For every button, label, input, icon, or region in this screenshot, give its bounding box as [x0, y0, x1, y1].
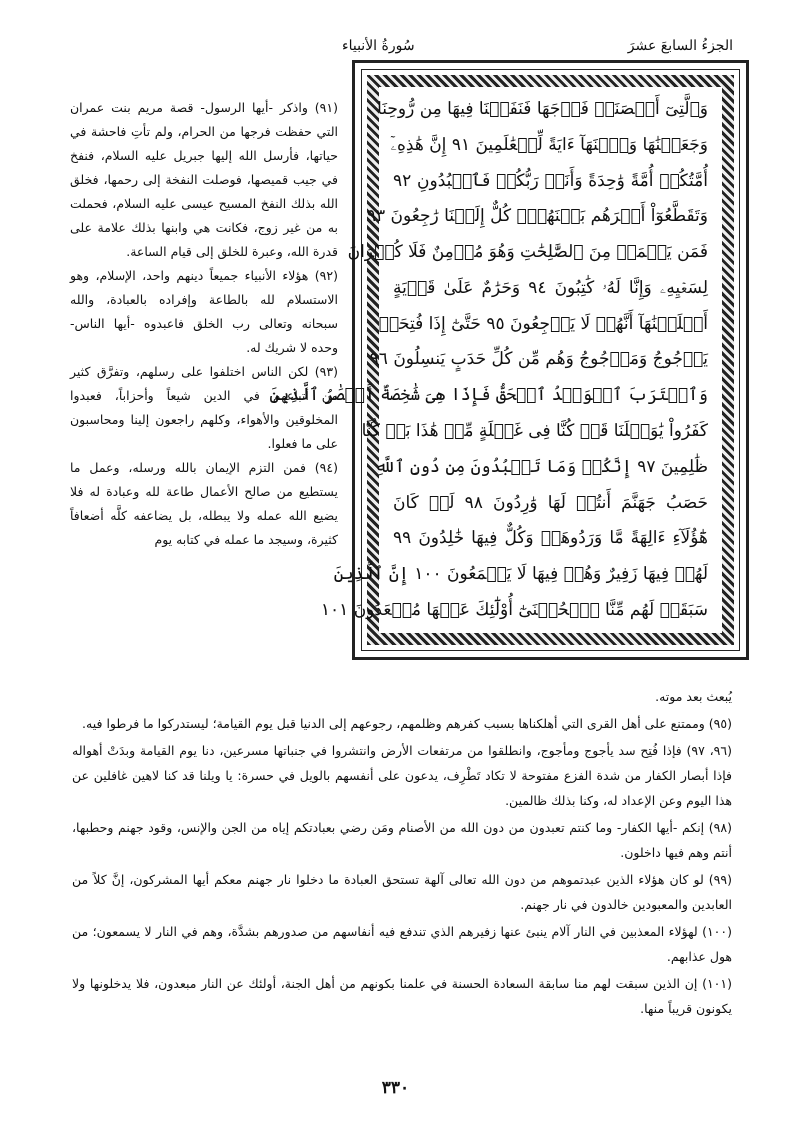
commentary-paragraph: (٩٩) لو كان هؤلاء الذين عبدتموهم من دون الله تعالى آلهة تستحق العبادة ما دخلوا نار جهنم معكم أيها المشركون، إنَّ كلاً من العابدين والمعبودين خالدون في نار جهنم. [72, 872, 732, 912]
verse-line: حَصَبُ جَهَنَّمَ أَنتُمۡ لَهَا وَٰرِدُونَ ٩٨ لَوۡ كَانَ [393, 492, 708, 513]
commentary-paragraph: (٩١) واذكر -أيها الرسول- قصة مريم بنت عمران التي حفظت فرجها من الحرام، ولم تأتِ فاحشة في حياتها، فأرسل الله إليها جبريل عليه السلام، فنفخ في جيب قميصها، فوصلت النفخة إلى رحمها، فخلق الله بذلك النفخ المسيح عيسى عليه السلام، فحملت به من غير زوج، فكانت هي وابنها بذلك علامة على قدرة الله، وعبرة للخلق إلى قيام الساعة. [70, 100, 338, 259]
verse-line: فَمَن يَعۡمَلۡ مِنَ ٱلصَّٰلِحَٰتِ وَهُوَ مُؤۡمِنٌ فَلَا كُفۡرَانَ [347, 242, 708, 263]
quran-frame [269, 60, 749, 660]
verse-line: أُمَّتُكُمۡ أُمَّةً وَٰحِدَةً وَأَنَا۠ رَبُّكُمۡ فَٱعۡبُدُونِ ٩٢ [393, 170, 708, 191]
verse-line: لِسَعۡيِهِۦ وَإِنَّا لَهُۥ كَٰتِبُونَ ٩٤ وَحَرَٰمٌ عَلَىٰ قَرۡيَةٍ [393, 277, 708, 298]
verse-line: وَتَقَطَّعُوٓاْ أَمۡرَهُم بَيۡنَهُمۡۖ كُلٌّ إِلَيۡنَا رَٰجِعُونَ ٩٣ [366, 206, 708, 227]
commentary-paragraph: (٩٨) إنكم -أيها الكفار- وما كنتم تعبدون من دون الله من الأصنام ومَن رضي بعبادتكم إياه من الجن والإنس، وقود جهنم وحطبها، أنتم وهم فيها داخلون. [72, 820, 732, 860]
verse-line: كَفَرُواْ يَٰوَيۡلَنَا قَدۡ كُنَّا فِى غَفۡلَةٍ مِّنۡ هَٰذَا بَلۡ كُنَّا [361, 421, 708, 442]
verse-line: وَجَعَلۡنَٰهَا وَٱبۡنَهَآ ءَايَةً لِّلۡعَٰلَمِينَ ٩١ إِنَّ هَٰذِهِۦٓ [390, 134, 708, 155]
surah-header: سُورةُ الأنبياء [342, 38, 415, 54]
verse-line: وَٱلَّتِىٓ أَحۡصَنَتۡ فَرۡجَهَا فَنَفَخۡنَا فِيهَا مِن رُّوحِنَا [377, 99, 708, 119]
verse-line: هَٰٓؤُلَآءِ ءَالِهَةً مَّا وَرَدُوهَاۖ وَكُلٌّ فِيهَا خَٰلِدُونَ ٩٩ [393, 528, 708, 549]
verse-line: ظَٰلِمِينَ ٩٧ إِنَّكُمۡ وَمَا تَعۡبُدُونَ مِن دُونِ ٱللَّهِ [374, 456, 708, 477]
verse-line: سَبَقَتۡ لَهُم مِّنَّا ٱلۡحُسۡنَىٰٓ أُوْلَٰٓئِكَ عَنۡهَا مُبۡعَدُونَ ١٠١ [320, 599, 708, 620]
commentary-paragraph: (١٠١) إن الذين سبقت لهم منا سابقة السعادة الحسنة في علمنا بكونهم من أهل الجنة، أولئك عن النار مبعدون، فلا يدخلونها ولا يكونون قريباً منها. [72, 976, 732, 1016]
verse-line: أَهۡلَكۡنَٰهَآ أَنَّهُمۡ لَا يَرۡجِعُونَ ٩٥ حَتَّىٰٓ إِذَا فُتِحَتۡ [378, 313, 708, 334]
commentary-paragraph: يُبعث بعد موته. [655, 689, 732, 704]
commentary-paragraph: (٩٣) لكن الناس اختلفوا على رسلهم، وتفرَّق كثير من أتباعهم في الدين شيعاً وأحزاباً، فعبدوا المخلوقين والأهواء، وكلهم راجعون إلينا ومحاسبون على ما فعلوا. [70, 364, 338, 451]
commentary-paragraph: (٩٤) فمن التزم الإيمان بالله ورسله، وعمل ما يستطيع من صالح الأعمال طاعة لله وعبادة له فلا يضيع الله عمله ولا يبطله، بل يضاعفه كلَّه أضعافاً كثيرة، وسيجد ما عمله في كتابه يوم [70, 460, 338, 547]
juz-header: الجزءُ السابعَ عشرَ [627, 38, 733, 54]
commentary-paragraph: (٩٦، ٩٧) فإذا فُتِح سد يأجوج ومأجوج، وانطلقوا من مرتفعات الأرض وانتشروا في جنباتها مسرعين، دنا يوم القيامة وبدَتْ أهواله فإذا أبصار الكفار من شدة الفزع مفتوحة لا تكاد تَطْرِف، يدعون على أنفسهم بالويل في حسرة: يا ويلنا قد كنا لاهين غافلين عن هذا اليوم وعن الإعداد له، وكنا بذلك ظالمين. [72, 743, 732, 808]
page-number: ٣٣٠ [381, 1078, 410, 1098]
commentary-paragraph: (٩٥) وممتنع على أهل القرى التي أهلكناها بسبب كفرهم وظلمهم، رجوعهم إلى الدنيا قبل يوم القيامة؛ ليستدركوا ما فرطوا فيه. [82, 716, 732, 731]
side-commentary [70, 96, 338, 552]
main-commentary [72, 684, 732, 1023]
quran-verses [269, 99, 708, 620]
verse-line: لَهُمۡ فِيهَا زَفِيرٌ وَهُمۡ فِيهَا لَا يَسۡمَعُونَ ١٠٠ إِنَّ ٱلَّذِينَ [333, 564, 708, 585]
verse-line: وَٱقۡتَرَبَ ٱلۡوَعۡدُ ٱلۡحَقُّ فَإِذَا هِىَ شَٰخِصَةٌ أَبۡصَٰرُ ٱلَّذِينَ [269, 385, 708, 406]
commentary-paragraph: (٩٢) هؤلاء الأنبياء جميعاً دينهم واحد، الإسلام، وهو الاستسلام لله بالطاعة وإفراده بالعبادة، والله سبحانه وتعالى رب الخلق فاعبدوه -أيها الناس- وحده لا شريك له. [70, 268, 338, 355]
verse-line: يَأۡجُوجُ وَمَأۡجُوجُ وَهُم مِّن كُلِّ حَدَبٍ يَنسِلُونَ ٩٦ [369, 349, 708, 370]
commentary-paragraph: (١٠٠) لهؤلاء المعذبين في النار آلام ينبئ عنها زفيرهم الذي تندفع فيه أنفاسهم من صدورهم بشدَّة، وهم في النار لا يسمعون؛ من هول عذابهم. [72, 924, 732, 964]
